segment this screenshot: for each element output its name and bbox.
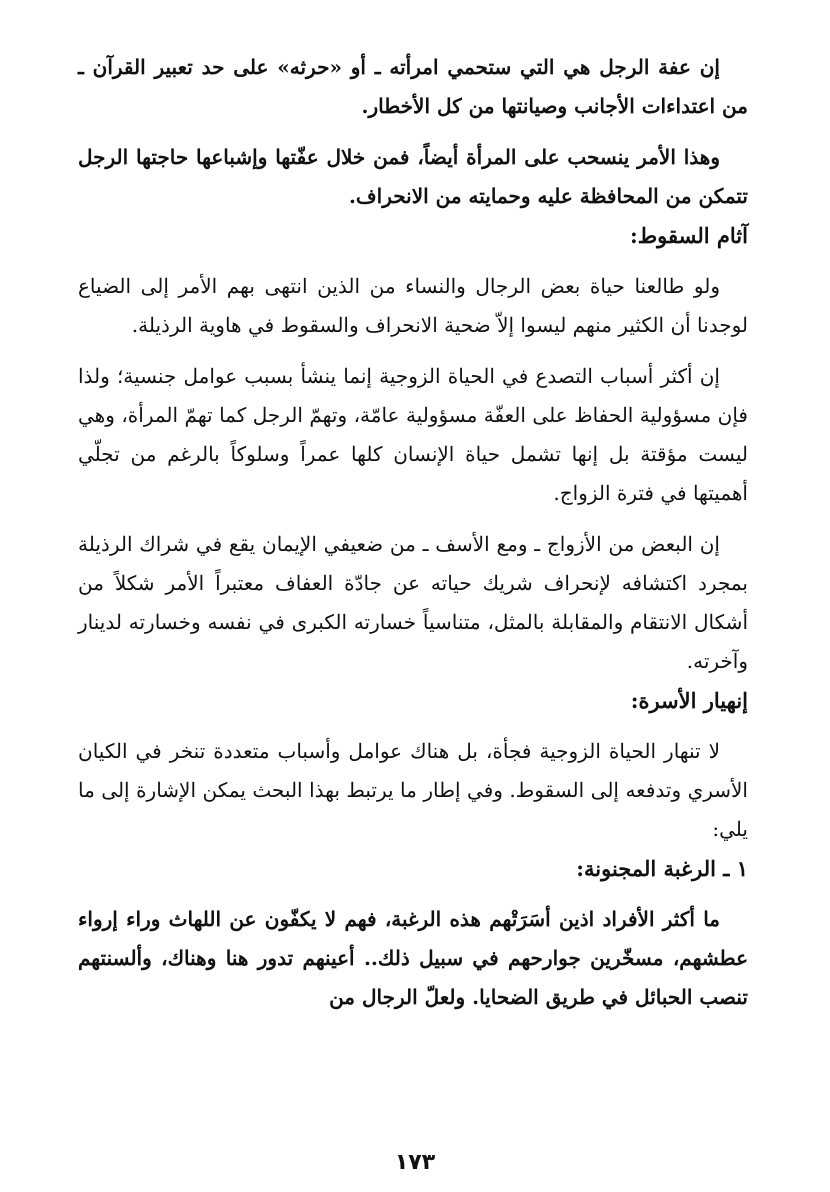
paragraph-causes-of-rift: إن أكثر أسباب التصدع في الحياة الزوجية إنما ينشأ بسبب عوامل جنسية؛ ولذا فإن مسؤولية الحفاظ على العفّة مسؤولية عامّة، وتهمّ الرجل كما تهمّ المرأة، وهي ليست مؤقتة بل إنها تشمل حياة الإنسان كلها عمراً وسلوكاً بالرغم من تجلّي أهميتها في فترة الزواج. (78, 364, 748, 505)
heading-family-collapse: إنهيار الأسرة: (630, 688, 748, 713)
paragraph-family-collapse-factors: لا تنهار الحياة الزوجية فجأة، بل هناك عوامل وأسباب متعددة تنخر في الكيان الأسري وتدفعه إلى السقوط. وفي إطار ما يرتبط بهذا البحث يمكن الإشارة إلى ما يلي: (78, 739, 748, 841)
heading-sins-of-falling: آثام السقوط: (629, 223, 748, 248)
paragraph-woman-chastity: وهذا الأمر ينسحب على المرأة أيضاً، فمن خلال عفّتها وإشباعها حاجتها الرجل تتمكن من المحافظة عليه وحمايته من الانحراف. (78, 145, 748, 208)
paragraph-mad-desire: ما أكثر الأفراد اذين أسَرَتْهم هذه الرغبة، فهم لا يكفّون عن اللهاث وراء إرواء عطشهم، مسخّرين جوارحهم في سبيل ذلك.. أعينهم تدور هنا وهناك، وألسنتهم تنصب الحبائل في طريق الضحايا. ولعلّ الرجال من (78, 907, 748, 1009)
page-number: ١٧٣ (394, 1150, 436, 1175)
paragraph-man-chastity: إن عفة الرجل هي التي ستحمي امرأته ـ أو «حرثه» على حد تعبير القرآن ـ من اعتداءات الأجانب وصيانتها من كل الأخطار. (78, 55, 748, 118)
heading-mad-desire: ١ ـ الرغبة المجنونة: (576, 856, 748, 881)
paragraph-weak-faith-spouses: إن البعض من الأزواج ـ ومع الأسف ـ من ضعيفي الإيمان يقع في شراك الرذيلة بمجرد اكتشافه لإنحراف شريك حياته عن جادّة العفاف معتبراً الأمر شكلاً من أشكال الانتقام والمقابلة بالمثل، متناسياً خسارته الكبرى في نفسه وخسارته لدينار وآخرته. (78, 532, 748, 673)
book-page (78, 48, 748, 1017)
paragraph-victims-of-deviation: ولو طالعنا حياة بعض الرجال والنساء من الذين انتهى بهم الأمر إلى الضياع لوجدنا أن الكثير منهم ليسوا إلاّ ضحية الانحراف والسقوط في هاوية الرذيلة. (78, 274, 748, 337)
